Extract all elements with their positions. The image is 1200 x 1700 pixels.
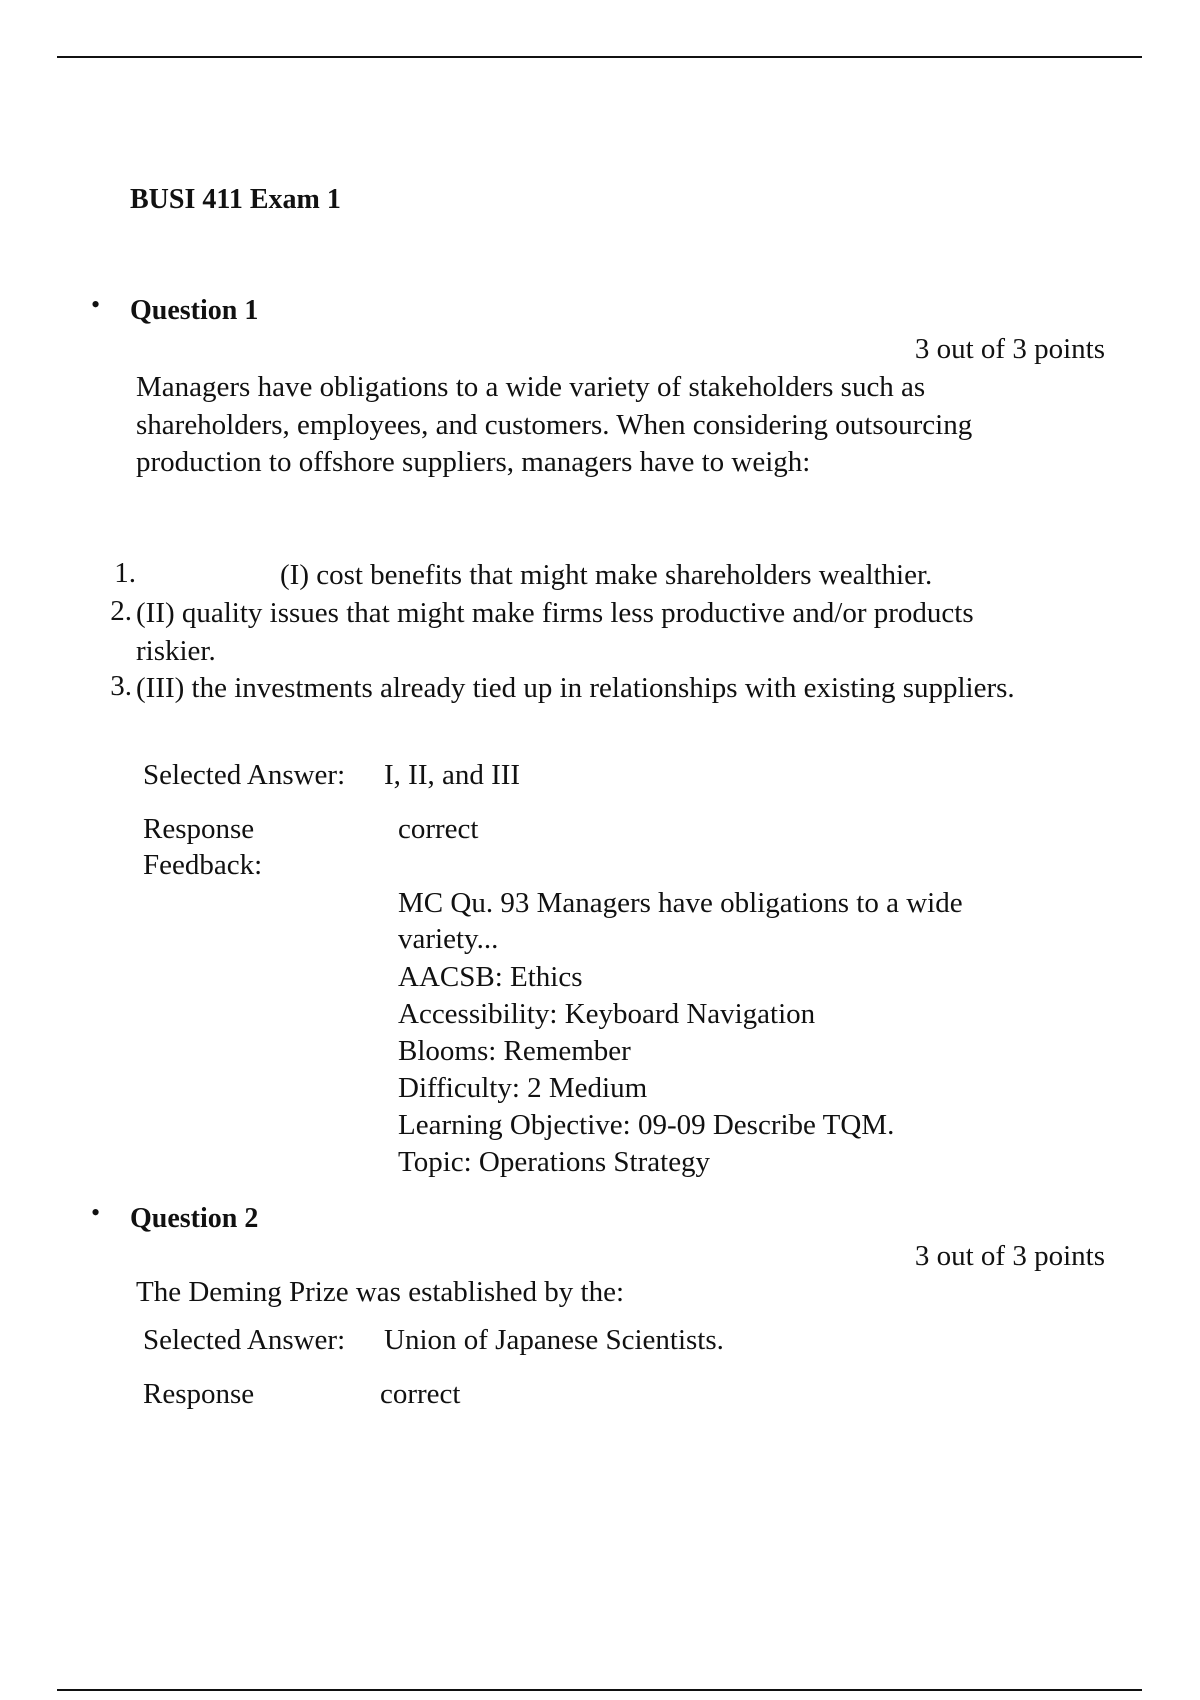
question-1-bullet: •: [91, 290, 101, 319]
question-2-points: 3 out of 3 points: [914, 1240, 1105, 1272]
question-1-prompt: Managers have obligations to a wide variety of stakeholders such as shareholders, employees, and customers. When considering outsourcing production to offshore suppliers, managers have to weigh:: [136, 371, 973, 478]
question-1-feedback: correct: [398, 813, 479, 845]
question-1-selected-answer: I, II, and III: [384, 759, 521, 791]
question-1-option-1-number: 1.: [114, 557, 136, 589]
question-1-meta-6: Learning Objective: 09-09 Describe TQM.: [398, 1109, 895, 1141]
question-1-option-2-number: 2.: [110, 595, 132, 627]
question-2-title: Question 2: [130, 1203, 259, 1234]
bottom-divider: [57, 1689, 1142, 1691]
question-1-meta-1: MC Qu. 93 Managers have obligations to a wide variety...: [398, 887, 963, 955]
question-1-meta-4: Blooms: Remember: [398, 1035, 631, 1067]
top-divider: [57, 56, 1142, 58]
question-1-meta-5: Difficulty: 2 Medium: [398, 1072, 648, 1104]
question-2-feedback-label: Response: [143, 1378, 255, 1410]
question-1-meta-2: AACSB: Ethics: [398, 961, 583, 993]
question-1-meta-3: Accessibility: Keyboard Navigation: [398, 998, 816, 1030]
exam-title: BUSI 411 Exam 1: [130, 184, 341, 215]
question-2-feedback: correct: [380, 1378, 461, 1410]
question-1-selected-answer-label: Selected Answer:: [143, 759, 346, 791]
question-1-title: Question 1: [130, 295, 259, 326]
question-1-option-3: (III) the investments already tied up in relationships with existing suppliers.: [136, 672, 1015, 704]
question-1-option-1: (I) cost benefits that might make shareholders wealthier.: [280, 559, 933, 591]
question-1-option-2: (II) quality issues that might make firms less productive and/or products riskier.: [136, 597, 974, 667]
question-2-prompt: The Deming Prize was established by the:: [136, 1276, 625, 1308]
question-2-selected-answer-label: Selected Answer:: [143, 1324, 346, 1356]
question-1-feedback-label: Response Feedback:: [143, 813, 263, 881]
question-1-option-3-number: 3.: [110, 670, 132, 702]
question-1-points: 3 out of 3 points: [914, 333, 1105, 365]
question-2-selected-answer: Union of Japanese Scientists.: [384, 1324, 724, 1356]
question-1-meta-7: Topic: Operations Strategy: [398, 1146, 711, 1178]
question-2-bullet: •: [91, 1198, 101, 1227]
